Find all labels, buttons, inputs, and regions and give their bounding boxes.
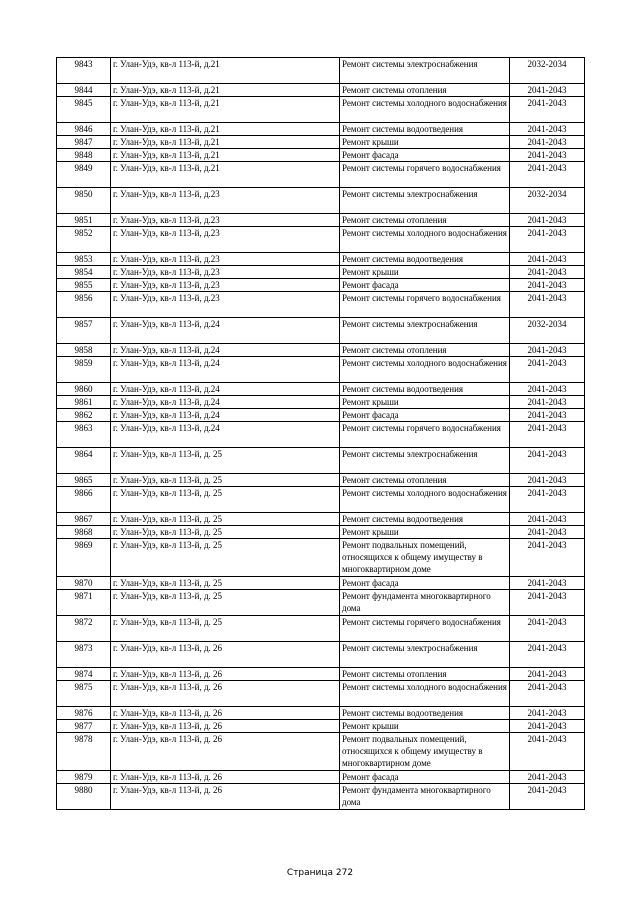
row-work-type: Ремонт системы холодного водоснабжения	[340, 227, 510, 253]
row-number: 9848	[57, 149, 111, 162]
row-work-type: Ремонт фундамента многоквартирного дома	[340, 784, 510, 810]
row-period: 2041-2043	[510, 642, 585, 668]
row-number: 9878	[57, 733, 111, 771]
capital-repair-table	[56, 57, 585, 810]
row-work-type: Ремонт фасада	[340, 149, 510, 162]
row-period: 2041-2043	[510, 149, 585, 162]
row-number: 9875	[57, 681, 111, 707]
row-work-type: Ремонт системы водоотведения	[340, 383, 510, 396]
row-period: 2041-2043	[510, 227, 585, 253]
row-number: 9877	[57, 720, 111, 733]
page-number: Страница 272	[286, 868, 354, 878]
table-row	[57, 318, 585, 344]
row-period: 2041-2043	[510, 136, 585, 149]
row-number: 9852	[57, 227, 111, 253]
row-number: 9871	[57, 590, 111, 616]
table-row	[57, 292, 585, 318]
row-number: 9868	[57, 526, 111, 539]
table-row	[57, 448, 585, 474]
table-row	[57, 577, 585, 590]
table-row	[57, 279, 585, 292]
row-work-type: Ремонт системы отопления	[340, 214, 510, 227]
row-number: 9850	[57, 188, 111, 214]
table-row	[57, 771, 585, 784]
row-period: 2041-2043	[510, 357, 585, 383]
table-row	[57, 97, 585, 123]
row-number: 9861	[57, 396, 111, 409]
table-row	[57, 733, 585, 771]
row-period: 2041-2043	[510, 474, 585, 487]
row-work-type: Ремонт крыши	[340, 526, 510, 539]
row-address: г. Улан-Удэ, кв-л 113-й, д.21	[111, 84, 340, 97]
row-number: 9849	[57, 162, 111, 188]
row-work-type: Ремонт системы отопления	[340, 668, 510, 681]
row-period: 2041-2043	[510, 707, 585, 720]
row-address: г. Улан-Удэ, кв-л 113-й, д. 26	[111, 720, 340, 733]
table-row	[57, 266, 585, 279]
row-number: 9863	[57, 422, 111, 448]
row-number: 9879	[57, 771, 111, 784]
row-period: 2041-2043	[510, 487, 585, 513]
row-address: г. Улан-Удэ, кв-л 113-й, д. 26	[111, 771, 340, 784]
table-row	[57, 58, 585, 84]
row-work-type: Ремонт системы горячего водоснабжения	[340, 292, 510, 318]
row-work-type: Ремонт системы электроснабжения	[340, 642, 510, 668]
row-period: 2041-2043	[510, 720, 585, 733]
table-row	[57, 149, 585, 162]
row-period: 2041-2043	[510, 292, 585, 318]
row-period: 2041-2043	[510, 123, 585, 136]
row-period: 2032-2034	[510, 318, 585, 344]
table-row	[57, 474, 585, 487]
row-number: 9870	[57, 577, 111, 590]
table-body	[57, 58, 585, 810]
row-period: 2041-2043	[510, 526, 585, 539]
row-period: 2041-2043	[510, 668, 585, 681]
row-work-type: Ремонт фасада	[340, 577, 510, 590]
table-row	[57, 784, 585, 810]
table-row	[57, 616, 585, 642]
row-address: г. Улан-Удэ, кв-л 113-й, д.23	[111, 292, 340, 318]
row-work-type: Ремонт системы отопления	[340, 474, 510, 487]
row-address: г. Улан-Удэ, кв-л 113-й, д.21	[111, 162, 340, 188]
row-number: 9858	[57, 344, 111, 357]
row-work-type: Ремонт системы холодного водоснабжения	[340, 487, 510, 513]
row-address: г. Улан-Удэ, кв-л 113-й, д. 25	[111, 539, 340, 577]
row-work-type: Ремонт системы холодного водоснабжения	[340, 97, 510, 123]
row-address: г. Улан-Удэ, кв-л 113-й, д. 26	[111, 681, 340, 707]
row-period: 2041-2043	[510, 784, 585, 810]
table-row	[57, 396, 585, 409]
row-period: 2041-2043	[510, 97, 585, 123]
row-period: 2041-2043	[510, 383, 585, 396]
row-number: 9876	[57, 707, 111, 720]
row-work-type: Ремонт крыши	[340, 396, 510, 409]
row-period: 2041-2043	[510, 266, 585, 279]
table-row	[57, 84, 585, 97]
table-row	[57, 357, 585, 383]
row-address: г. Улан-Удэ, кв-л 113-й, д. 25	[111, 448, 340, 474]
row-number: 9854	[57, 266, 111, 279]
table-row	[57, 136, 585, 149]
row-address: г. Улан-Удэ, кв-л 113-й, д.24	[111, 318, 340, 344]
row-period: 2041-2043	[510, 279, 585, 292]
table-row	[57, 214, 585, 227]
table-row	[57, 253, 585, 266]
row-work-type: Ремонт системы электроснабжения	[340, 188, 510, 214]
row-work-type: Ремонт фундамента многоквартирного дома	[340, 590, 510, 616]
table-row	[57, 409, 585, 422]
row-number: 9844	[57, 84, 111, 97]
table-row	[57, 642, 585, 668]
row-work-type: Ремонт системы горячего водоснабжения	[340, 422, 510, 448]
row-work-type: Ремонт фасада	[340, 409, 510, 422]
row-address: г. Улан-Удэ, кв-л 113-й, д.23	[111, 188, 340, 214]
row-number: 9867	[57, 513, 111, 526]
table-row	[57, 590, 585, 616]
table-row	[57, 188, 585, 214]
row-address: г. Улан-Удэ, кв-л 113-й, д.23	[111, 253, 340, 266]
table-row	[57, 123, 585, 136]
row-period: 2032-2034	[510, 188, 585, 214]
row-number: 9880	[57, 784, 111, 810]
table-row	[57, 344, 585, 357]
row-period: 2041-2043	[510, 409, 585, 422]
row-number: 9851	[57, 214, 111, 227]
row-address: г. Улан-Удэ, кв-л 113-й, д.23	[111, 227, 340, 253]
row-work-type: Ремонт системы водоотведения	[340, 253, 510, 266]
row-address: г. Улан-Удэ, кв-л 113-й, д. 25	[111, 526, 340, 539]
row-address: г. Улан-Удэ, кв-л 113-й, д. 26	[111, 668, 340, 681]
row-address: г. Улан-Удэ, кв-л 113-й, д. 25	[111, 577, 340, 590]
row-number: 9866	[57, 487, 111, 513]
row-period: 2041-2043	[510, 577, 585, 590]
row-address: г. Улан-Удэ, кв-л 113-й, д.24	[111, 357, 340, 383]
row-period: 2041-2043	[510, 733, 585, 771]
row-period: 2041-2043	[510, 681, 585, 707]
table-row	[57, 513, 585, 526]
row-address: г. Улан-Удэ, кв-л 113-й, д.23	[111, 266, 340, 279]
row-work-type: Ремонт системы водоотведения	[340, 513, 510, 526]
row-number: 9864	[57, 448, 111, 474]
row-number: 9843	[57, 58, 111, 84]
table-row	[57, 526, 585, 539]
row-number: 9859	[57, 357, 111, 383]
row-work-type: Ремонт системы горячего водоснабжения	[340, 616, 510, 642]
table-row	[57, 707, 585, 720]
row-address: г. Улан-Удэ, кв-л 113-й, д.21	[111, 58, 340, 84]
row-work-type: Ремонт системы водоотведения	[340, 123, 510, 136]
row-period: 2041-2043	[510, 539, 585, 577]
row-work-type: Ремонт системы холодного водоснабжения	[340, 357, 510, 383]
row-address: г. Улан-Удэ, кв-л 113-й, д.24	[111, 409, 340, 422]
row-address: г. Улан-Удэ, кв-л 113-й, д.24	[111, 422, 340, 448]
row-number: 9872	[57, 616, 111, 642]
row-address: г. Улан-Удэ, кв-л 113-й, д.21	[111, 149, 340, 162]
row-address: г. Улан-Удэ, кв-л 113-й, д. 25	[111, 616, 340, 642]
row-number: 9856	[57, 292, 111, 318]
row-address: г. Улан-Удэ, кв-л 113-й, д.21	[111, 136, 340, 149]
row-work-type: Ремонт фасада	[340, 771, 510, 784]
row-work-type: Ремонт системы отопления	[340, 344, 510, 357]
row-number: 9865	[57, 474, 111, 487]
row-address: г. Улан-Удэ, кв-л 113-й, д. 25	[111, 590, 340, 616]
row-period: 2041-2043	[510, 590, 585, 616]
row-number: 9853	[57, 253, 111, 266]
row-address: г. Улан-Удэ, кв-л 113-й, д. 25	[111, 513, 340, 526]
row-work-type: Ремонт системы горячего водоснабжения	[340, 162, 510, 188]
row-period: 2041-2043	[510, 84, 585, 97]
row-work-type: Ремонт подвальных помещений, относящихся к общему имуществу в многоквартирном доме	[340, 539, 510, 577]
row-period: 2041-2043	[510, 253, 585, 266]
table-row	[57, 720, 585, 733]
row-work-type: Ремонт системы электроснабжения	[340, 58, 510, 84]
row-period: 2041-2043	[510, 396, 585, 409]
row-work-type: Ремонт фасада	[340, 279, 510, 292]
row-address: г. Улан-Удэ, кв-л 113-й, д.24	[111, 383, 340, 396]
row-work-type: Ремонт системы электроснабжения	[340, 318, 510, 344]
row-period: 2041-2043	[510, 616, 585, 642]
row-work-type: Ремонт крыши	[340, 266, 510, 279]
row-number: 9845	[57, 97, 111, 123]
row-address: г. Улан-Удэ, кв-л 113-й, д. 26	[111, 642, 340, 668]
row-work-type: Ремонт системы водоотведения	[340, 707, 510, 720]
row-work-type: Ремонт системы холодного водоснабжения	[340, 681, 510, 707]
row-period: 2032-2034	[510, 58, 585, 84]
row-period: 2041-2043	[510, 513, 585, 526]
row-number: 9874	[57, 668, 111, 681]
table-row	[57, 668, 585, 681]
row-work-type: Ремонт системы электроснабжения	[340, 448, 510, 474]
row-period: 2041-2043	[510, 344, 585, 357]
row-address: г. Улан-Удэ, кв-л 113-й, д.24	[111, 396, 340, 409]
row-period: 2041-2043	[510, 214, 585, 227]
row-number: 9873	[57, 642, 111, 668]
row-period: 2041-2043	[510, 422, 585, 448]
row-address: г. Улан-Удэ, кв-л 113-й, д.21	[111, 123, 340, 136]
row-address: г. Улан-Удэ, кв-л 113-й, д.23	[111, 214, 340, 227]
row-period: 2041-2043	[510, 162, 585, 188]
row-address: г. Улан-Удэ, кв-л 113-й, д. 26	[111, 707, 340, 720]
row-address: г. Улан-Удэ, кв-л 113-й, д. 26	[111, 733, 340, 771]
table-row	[57, 227, 585, 253]
row-address: г. Улан-Удэ, кв-л 113-й, д.21	[111, 97, 340, 123]
table-row	[57, 383, 585, 396]
row-address: г. Улан-Удэ, кв-л 113-й, д.24	[111, 344, 340, 357]
row-number: 9847	[57, 136, 111, 149]
row-work-type: Ремонт системы отопления	[340, 84, 510, 97]
table-row	[57, 681, 585, 707]
row-address: г. Улан-Удэ, кв-л 113-й, д. 26	[111, 784, 340, 810]
row-number: 9869	[57, 539, 111, 577]
row-address: г. Улан-Удэ, кв-л 113-й, д.23	[111, 279, 340, 292]
row-period: 2041-2043	[510, 448, 585, 474]
table-row	[57, 162, 585, 188]
row-number: 9846	[57, 123, 111, 136]
row-number: 9862	[57, 409, 111, 422]
row-work-type: Ремонт подвальных помещений, относящихся к общему имуществу в многоквартирном доме	[340, 733, 510, 771]
table-row	[57, 487, 585, 513]
row-number: 9855	[57, 279, 111, 292]
row-work-type: Ремонт крыши	[340, 136, 510, 149]
row-address: г. Улан-Удэ, кв-л 113-й, д. 25	[111, 474, 340, 487]
table-row	[57, 539, 585, 577]
table-row	[57, 422, 585, 448]
row-address: г. Улан-Удэ, кв-л 113-й, д. 25	[111, 487, 340, 513]
row-work-type: Ремонт крыши	[340, 720, 510, 733]
row-period: 2041-2043	[510, 771, 585, 784]
row-number: 9860	[57, 383, 111, 396]
row-number: 9857	[57, 318, 111, 344]
